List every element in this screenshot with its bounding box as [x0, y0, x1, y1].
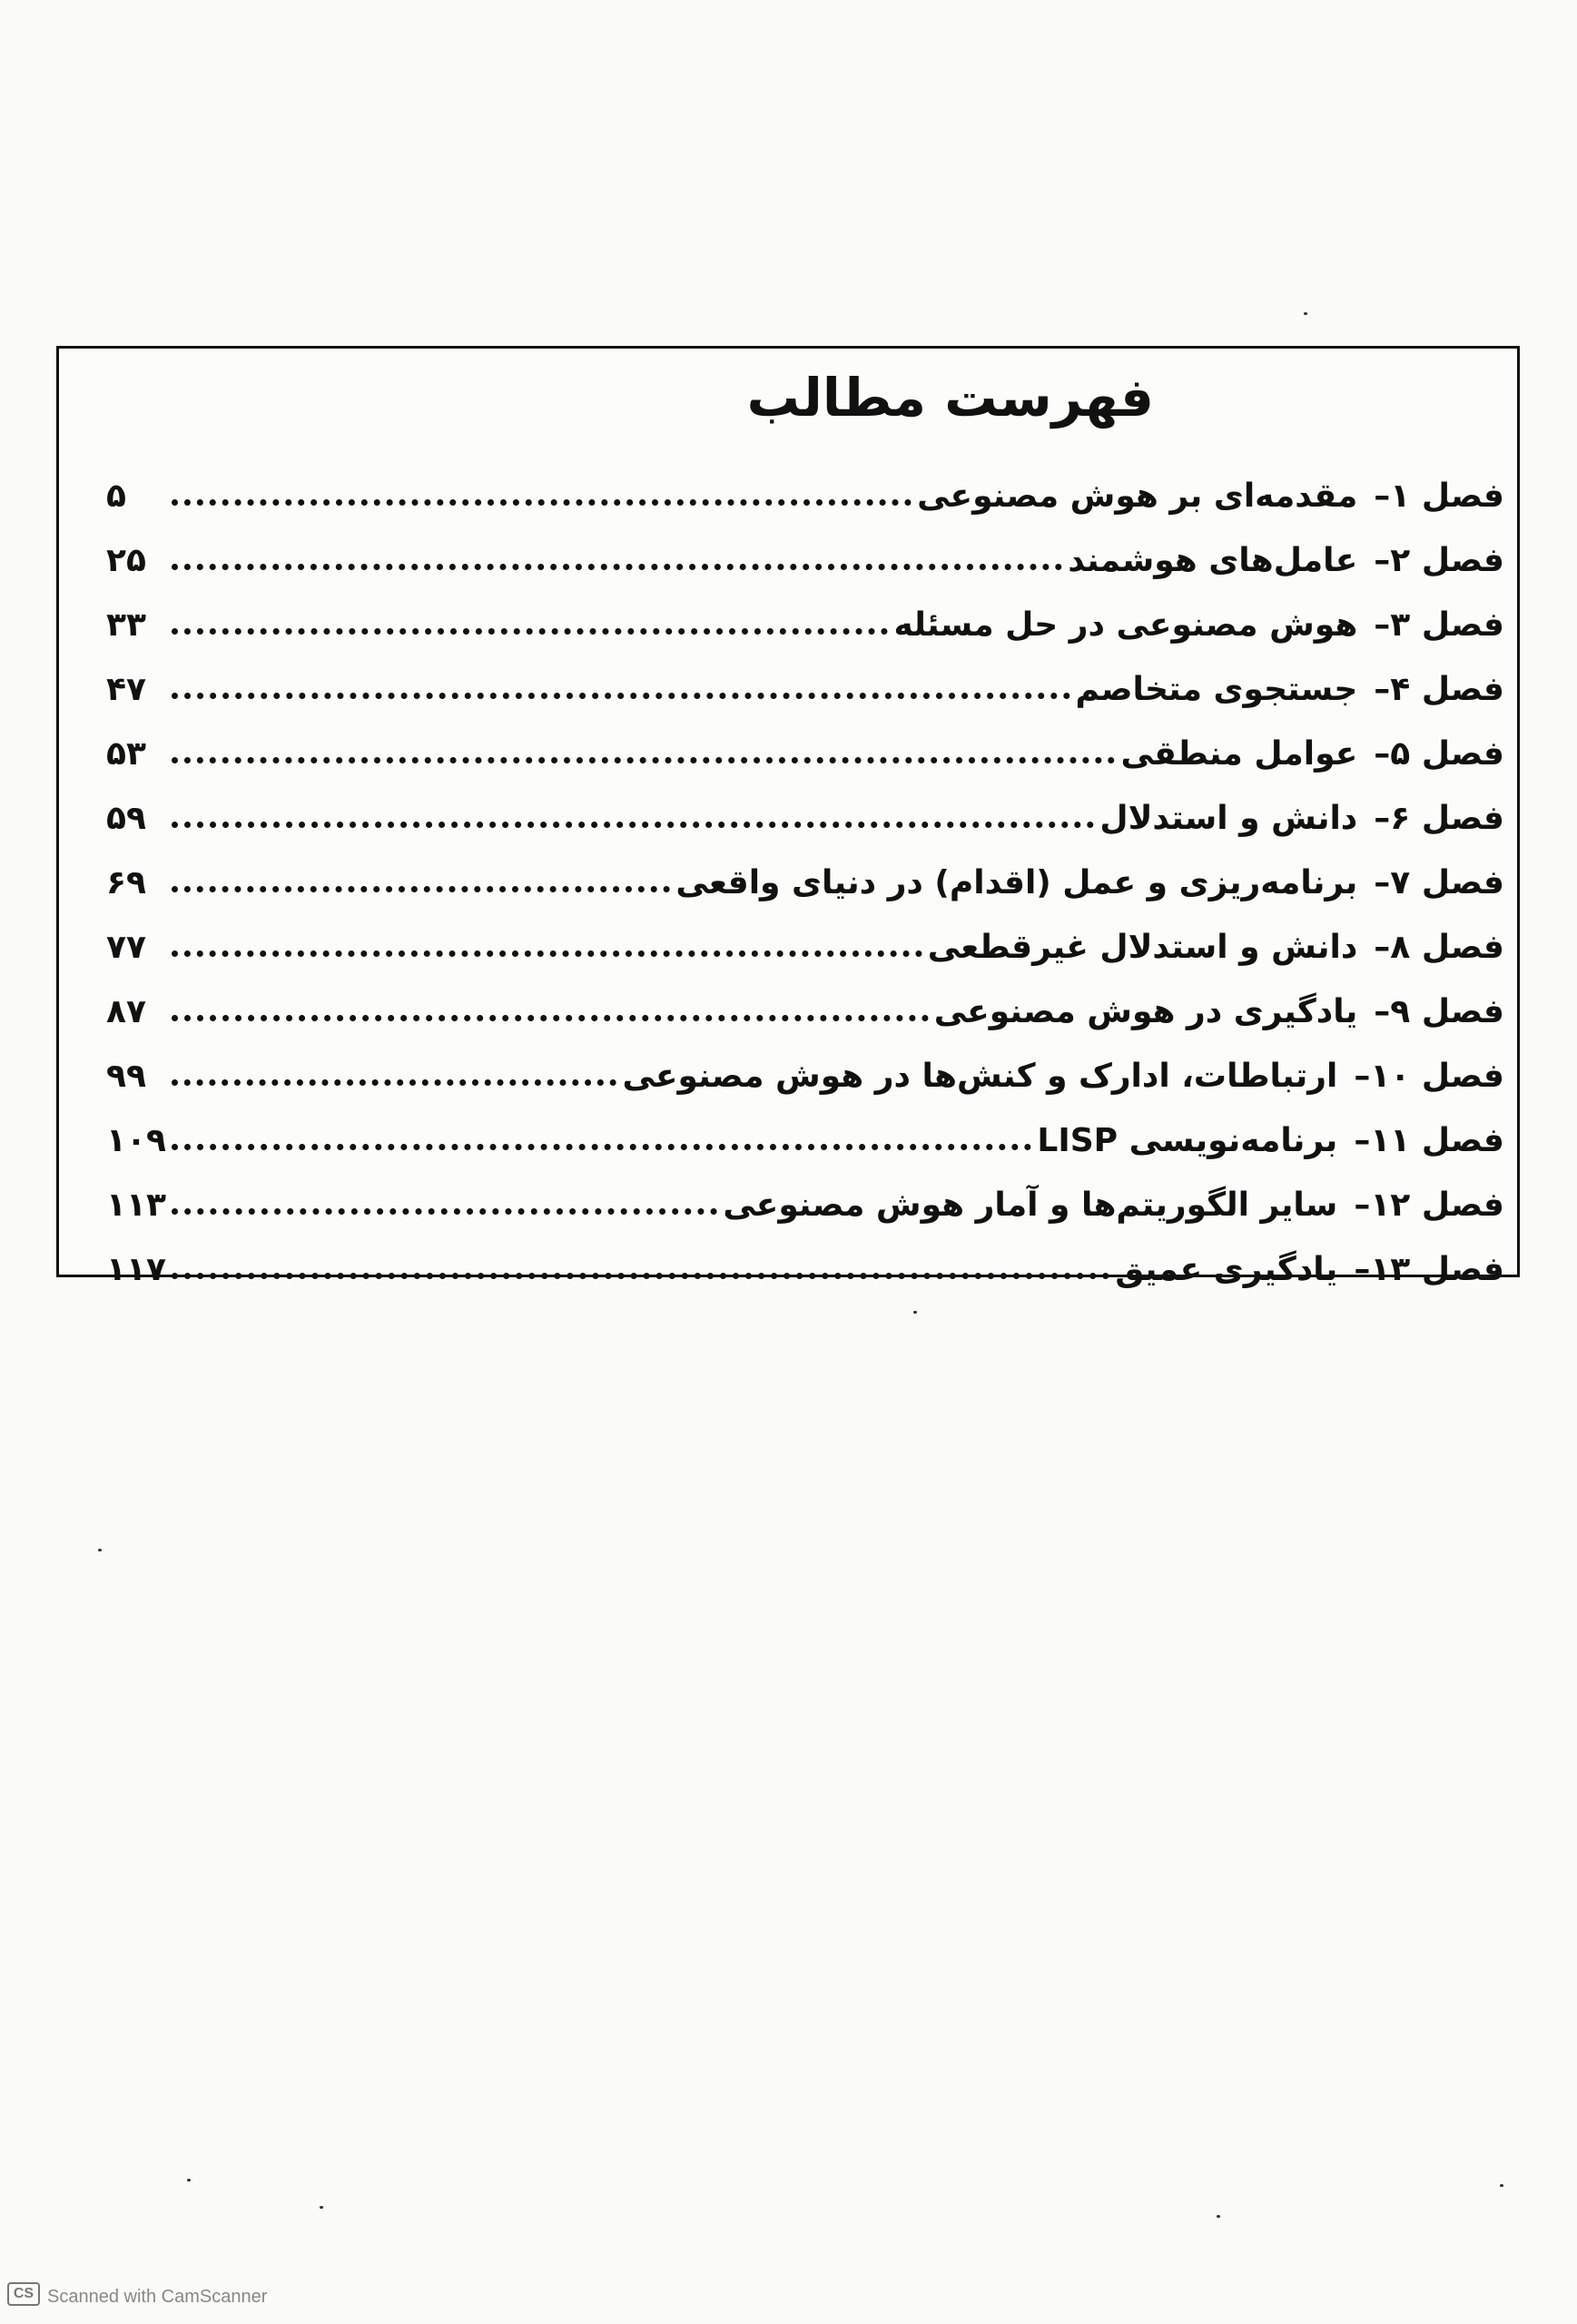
dot-leader — [172, 564, 1062, 570]
toc-entry — [106, 909, 1504, 973]
toc-chapter-title: جستجوی متخاصم — [1075, 671, 1358, 708]
toc-chapter-title: عامل‌های هوشمند — [1068, 542, 1358, 579]
toc-chapter-title: سایر الگوریتم‌ها و آمار هوش مصنوعی — [723, 1187, 1338, 1224]
toc-chapter-title: دانش و استدلال — [1099, 800, 1358, 837]
toc-chapter-label: فصل ۱۲– — [1354, 1187, 1504, 1224]
toc-chapter-label: فصل ۸– — [1374, 929, 1504, 966]
dot-leader — [172, 499, 912, 506]
speck — [98, 1549, 102, 1551]
toc-entry — [106, 586, 1504, 651]
toc-chapter-label: فصل ۳– — [1374, 606, 1504, 644]
toc-page-number: ۱۱۳ — [106, 1187, 166, 1224]
dot-leader — [172, 1208, 717, 1215]
toc-entry — [106, 1102, 1504, 1167]
speck — [1304, 312, 1307, 315]
toc-chapter-title: مقدمه‌ای بر هوش مصنوعی — [917, 478, 1358, 515]
speck — [1217, 2215, 1220, 2218]
toc-entry — [106, 458, 1504, 522]
toc-title: فهرست مطالب — [746, 367, 1154, 428]
toc-chapter-title: یادگیری در هوش مصنوعی — [933, 993, 1358, 1030]
dot-leader — [172, 886, 670, 892]
toc-entry — [106, 973, 1504, 1038]
dot-leader — [172, 628, 888, 635]
toc-chapter-title: یادگیری عمیق — [1115, 1251, 1338, 1288]
toc-chapter-title: ارتباطات، ادارک و کنش‌ها در هوش مصنوعی — [622, 1058, 1338, 1095]
toc-entry — [106, 844, 1504, 909]
speck — [913, 1311, 917, 1314]
toc-entry — [106, 780, 1504, 844]
toc-chapter-label: فصل ۲– — [1374, 542, 1504, 579]
toc-chapter-label: فصل ۹– — [1374, 993, 1504, 1030]
toc-page-number: ۵۹ — [106, 800, 146, 837]
dot-leader — [172, 822, 1094, 828]
speck — [187, 2179, 191, 2181]
toc-page-number: ۹۹ — [106, 1058, 146, 1095]
toc-page-number: ۱۰۹ — [106, 1122, 166, 1159]
toc-chapter-title: هوش مصنوعی در حل مسئله — [893, 606, 1358, 644]
camscanner-logo: CS — [7, 2282, 40, 2306]
speck — [320, 2206, 323, 2209]
camscanner-watermark: Scanned with CamScanner — [47, 2287, 268, 2307]
toc-page-number: ۵ — [106, 478, 126, 515]
toc-page-number: ۲۵ — [106, 542, 146, 579]
toc-page-number: ۶۹ — [106, 864, 146, 901]
toc-page-number: ۵۳ — [106, 735, 146, 773]
dot-leader — [172, 1144, 1031, 1150]
toc-chapter-label: فصل ۵– — [1374, 735, 1504, 773]
toc-list — [106, 458, 1504, 1295]
toc-entry — [106, 715, 1504, 780]
toc-entry — [106, 1167, 1504, 1231]
dot-leader — [172, 1273, 1109, 1279]
dot-leader — [172, 1015, 929, 1021]
toc-page-number: ۷۷ — [106, 929, 146, 966]
toc-chapter-label: فصل ۱– — [1374, 478, 1504, 515]
toc-entry — [106, 522, 1504, 586]
toc-chapter-title: برنامه‌نویسی LISP — [1037, 1122, 1338, 1159]
dot-leader — [172, 693, 1070, 699]
toc-chapter-label: فصل ۷– — [1374, 864, 1504, 901]
toc-chapter-title: دانش و استدلال غیرقطعی — [927, 929, 1358, 966]
dot-leader — [172, 950, 922, 957]
toc-chapter-title: برنامه‌ریزی و عمل (اقدام) در دنیای واقعی — [675, 864, 1358, 901]
toc-entry — [106, 1231, 1504, 1295]
table-of-contents — [56, 346, 1520, 1288]
toc-chapter-label: فصل ۴– — [1374, 671, 1504, 708]
dot-leader — [172, 1079, 616, 1086]
toc-page-number: ۴۷ — [106, 671, 146, 708]
toc-chapter-label: فصل ۶– — [1374, 800, 1504, 837]
toc-page-number: ۳۳ — [106, 606, 146, 644]
toc-chapter-label: فصل ۱۰– — [1354, 1058, 1504, 1095]
toc-page-number: ۱۱۷ — [106, 1251, 166, 1288]
toc-chapter-title: عوامل منطقی — [1120, 735, 1358, 773]
toc-entry — [106, 1038, 1504, 1102]
toc-chapter-label: فصل ۱۱– — [1354, 1122, 1504, 1159]
dot-leader — [172, 757, 1115, 763]
toc-page-number: ۸۷ — [106, 993, 146, 1030]
toc-chapter-label: فصل ۱۳– — [1354, 1251, 1504, 1288]
speck — [1500, 2184, 1503, 2187]
toc-entry — [106, 651, 1504, 715]
